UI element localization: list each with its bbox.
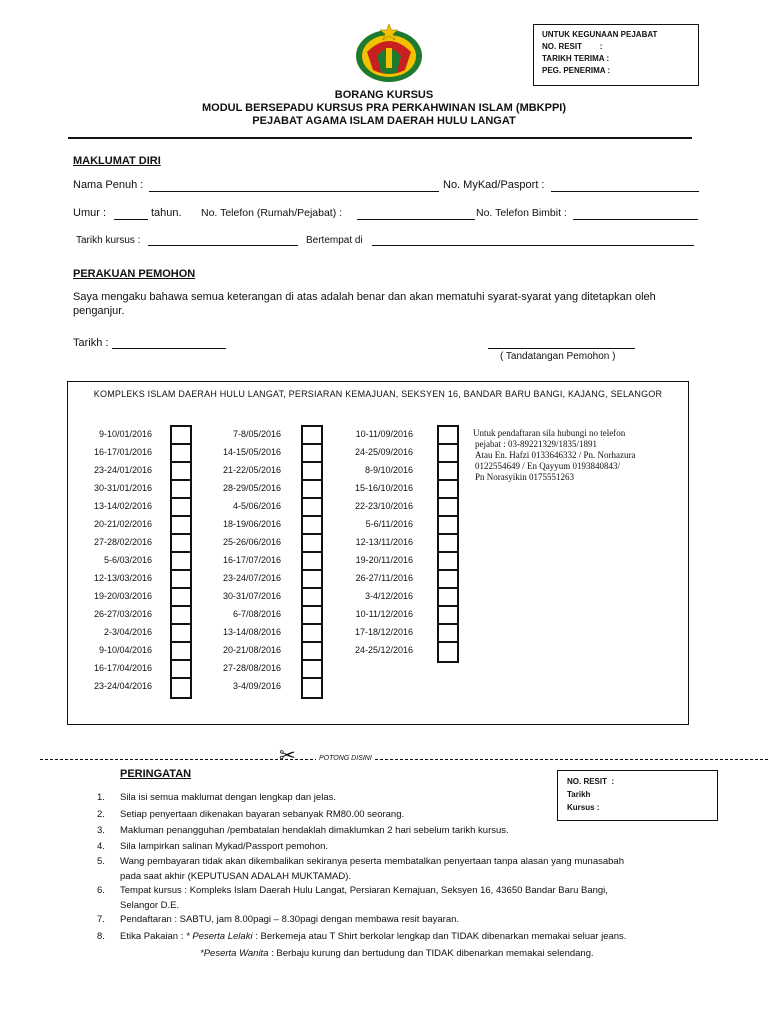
date-label: 17-18/12/2016 (354, 627, 413, 637)
rule-item-text: Pendaftaran : SABTU, jam 8.00pagi – 8.30pagi dengan membawa resit bayaran. (120, 914, 460, 925)
date-checkbox[interactable] (172, 679, 190, 697)
date-option (330, 461, 413, 479)
dates-column-3 (330, 425, 413, 659)
date-checkbox[interactable] (303, 553, 321, 571)
male-label: * Peserta Lelaki (186, 931, 253, 942)
date-checkbox[interactable] (303, 427, 321, 445)
date-label: 30-31/01/2016 (93, 483, 152, 493)
date-label: 15-16/10/2016 (354, 483, 413, 493)
reminders-heading: PERINGATAN (120, 768, 192, 780)
date-option (330, 605, 413, 623)
mobile-label: No. Telefon Bimbit : (476, 207, 567, 219)
date-checkbox[interactable] (303, 535, 321, 553)
date-label: 20-21/02/2016 (93, 519, 152, 529)
rule-item-text: Wang pembayaran tidak akan dikembalikan sekiranya peserta membatalkan penyertaan tanpa alasan yang munasabah (120, 856, 624, 867)
date-checkbox[interactable] (439, 607, 457, 625)
date-label: 3-4/12/2016 (364, 591, 413, 601)
date-label: 30-31/07/2016 (222, 591, 281, 601)
dates-column-1 (70, 425, 152, 695)
date-option (70, 515, 152, 533)
rule-number: 6. (97, 885, 105, 896)
date-checkbox[interactable] (303, 481, 321, 499)
header-divider (68, 137, 692, 139)
date-checkbox[interactable] (439, 589, 457, 607)
date-checkbox[interactable] (172, 589, 190, 607)
date-label: 23-24/07/2016 (222, 573, 281, 583)
date-option (200, 641, 281, 659)
date-option (200, 623, 281, 641)
date-label: 13-14/02/2016 (93, 501, 152, 511)
rule-item-8-female (200, 948, 594, 959)
date-checkbox[interactable] (439, 571, 457, 589)
date-option (70, 677, 152, 695)
date-checkbox[interactable] (172, 463, 190, 481)
rule-number: 2. (97, 809, 105, 820)
date-label: 21-22/05/2016 (222, 465, 281, 475)
venue-label: Bertempat di (306, 235, 363, 246)
date-checkbox[interactable] (172, 445, 190, 463)
contact-line: Atau En. Hafzi 0133646332 / Pn. Norhazura (475, 450, 636, 460)
date-checkbox[interactable] (439, 445, 457, 463)
date-checkbox[interactable] (439, 427, 457, 445)
date-checkbox[interactable] (303, 625, 321, 643)
male-text: : Berkemeja atau T Shirt berkolar lengkap dan TIDAK dibenarkan memakai seluar jeans. (255, 931, 627, 942)
date-label: 10-11/09/2016 (355, 429, 413, 439)
date-option (200, 461, 281, 479)
declaration-text: Saya mengaku bahawa semua keterangan di atas adalah benar dan akan mematuhi syarat-syarat yang ditetapkan oleh penganjur. (73, 291, 656, 317)
contact-info (473, 428, 683, 483)
date-option (200, 677, 281, 695)
date-option (70, 551, 152, 569)
rule-item-text: Setiap penyertaan dikenakan bayaran sebanyak RM80.00 seorang. (120, 809, 405, 820)
date-checkbox[interactable] (439, 643, 457, 661)
date-option (330, 443, 413, 461)
date-option (330, 425, 413, 443)
date-label: 26-27/03/2016 (93, 609, 152, 619)
office-box-title: UNTUK KEGUNAAN PEJABAT (542, 30, 658, 39)
receipt-no-label: NO. RESIT : (542, 42, 603, 51)
rule-item-text: Selangor D.E. (120, 900, 180, 911)
date-label: 19-20/03/2016 (93, 591, 152, 601)
date-option (200, 533, 281, 551)
date-label: 9-10/04/2016 (98, 645, 152, 655)
date-checkbox[interactable] (172, 535, 190, 553)
scissors-icon: ✂ (279, 745, 296, 767)
date-label: 10-11/12/2016 (355, 609, 413, 619)
date-checkbox[interactable] (439, 535, 457, 553)
date-option (330, 569, 413, 587)
age-unit: tahun. (151, 207, 182, 219)
date-option (330, 533, 413, 551)
declaration-date-field[interactable] (112, 348, 226, 349)
dates-column-2 (200, 425, 281, 695)
date-option (200, 515, 281, 533)
date-checkbox[interactable] (439, 481, 457, 499)
checkbox-column-1[interactable] (170, 425, 192, 699)
date-label: 12-13/03/2016 (93, 573, 152, 583)
date-checkbox[interactable] (439, 499, 457, 517)
receiver-label: PEG. PENERIMA : (542, 66, 611, 75)
date-checkbox[interactable] (303, 643, 321, 661)
date-option (70, 569, 152, 587)
contact-line: pejabat : 03-89221329/1835/1891 (475, 439, 597, 449)
date-checkbox[interactable] (303, 517, 321, 535)
date-label: 6-7/08/2016 (232, 609, 281, 619)
date-option (70, 533, 152, 551)
name-field[interactable] (149, 191, 439, 192)
date-label: 4-5/06/2016 (232, 501, 281, 511)
date-label: 23-24/01/2016 (93, 465, 152, 475)
rule-item-text: Sila lampirkan salinan Mykad/Passport pemohon. (120, 841, 329, 852)
date-checkbox[interactable] (303, 589, 321, 607)
form-header (0, 89, 768, 128)
date-label: 5-6/11/2016 (365, 519, 413, 529)
rule-item-text: Sila isi semua maklumat dengan lengkap dan jelas. (120, 792, 336, 803)
date-label: 26-27/11/2016 (355, 573, 413, 583)
date-label: 23-24/04/2016 (93, 681, 152, 691)
date-checkbox[interactable] (303, 445, 321, 463)
rule-item-text: pada saat akhir (KEPUTUSAN ADALAH MUKTAMAD). (120, 871, 352, 882)
date-label: 24-25/12/2016 (354, 645, 413, 655)
date-label: 27-28/08/2016 (222, 663, 281, 673)
date-option (200, 425, 281, 443)
state-crest-icon (353, 22, 425, 84)
date-label: 24-25/09/2016 (354, 447, 413, 457)
date-checkbox[interactable] (172, 553, 190, 571)
date-label: 8-9/10/2016 (364, 465, 413, 475)
date-option (70, 443, 152, 461)
date-label: 12-13/11/2016 (355, 537, 413, 547)
date-checkbox[interactable] (303, 571, 321, 589)
office-name: PEJABAT AGAMA ISLAM DAERAH HULU LANGAT (252, 115, 516, 127)
date-option (70, 587, 152, 605)
cut-label: POTONG DISINI (316, 755, 375, 762)
date-label: 9-10/01/2016 (98, 429, 152, 439)
signature-label: ( Tandatangan Pemohon ) (500, 351, 616, 362)
date-label: 7-8/05/2016 (232, 429, 281, 439)
name-label: Nama Penuh : (73, 179, 144, 191)
date-option (200, 659, 281, 677)
cut-line (40, 759, 768, 760)
rule-number: 7. (97, 914, 105, 925)
date-option (70, 497, 152, 515)
date-label: 25-26/06/2016 (222, 537, 281, 547)
mykad-label: No. MyKad/Pasport : (443, 179, 545, 191)
dress-code-label: Etika Pakaian : (120, 931, 184, 942)
date-option (70, 641, 152, 659)
date-option (200, 569, 281, 587)
date-option (200, 551, 281, 569)
date-label: 18-19/06/2016 (222, 519, 281, 529)
date-checkbox[interactable] (172, 607, 190, 625)
date-option (200, 605, 281, 623)
date-option (330, 515, 413, 533)
rule-item-text: Makluman penangguhan /pembatalan hendaklah dimaklumkan 2 hari sebelum tarikh kursus. (120, 825, 509, 836)
date-option (70, 659, 152, 677)
mobile-field[interactable] (573, 219, 698, 220)
date-checkbox[interactable] (439, 625, 457, 643)
date-option (330, 587, 413, 605)
course-date-field[interactable] (148, 245, 298, 246)
form-subtitle: MODUL BERSEPADU KURSUS PRA PERKAHWINAN ISLAM (MBKPPI) (201, 102, 567, 114)
date-label: 3-4/09/2016 (232, 681, 281, 691)
age-label: Umur : (73, 207, 106, 219)
date-checkbox[interactable] (439, 553, 457, 571)
date-option (70, 623, 152, 641)
receipt-box (557, 770, 718, 821)
date-checkbox[interactable] (172, 499, 190, 517)
female-text: : Berbaju kurung dan bertudung dan TIDAK dibenarkan memakai selendang. (271, 948, 594, 959)
phone-field[interactable] (357, 219, 475, 220)
date-checkbox[interactable] (172, 661, 190, 679)
course-date-label: Tarikh kursus : (76, 235, 141, 246)
date-label: 14-15/05/2016 (222, 447, 281, 457)
date-checkbox[interactable] (172, 625, 190, 643)
contact-line: Untuk pendaftaran sila hubungi no telefon (473, 428, 626, 438)
form-title: BORANG KURSUS (334, 89, 434, 101)
date-label: 16-17/01/2016 (93, 447, 152, 457)
date-option (70, 605, 152, 623)
date-option (330, 641, 413, 659)
receipt-date-label: TARIKH TERIMA : (542, 54, 610, 63)
date-option (70, 479, 152, 497)
date-label: 22-23/10/2016 (354, 501, 413, 511)
date-option (330, 497, 413, 515)
declaration-date-label: Tarikh : (73, 337, 109, 349)
date-checkbox[interactable] (303, 607, 321, 625)
receipt-date-label: Tarikh (567, 790, 591, 799)
rule-number: 1. (97, 792, 105, 803)
date-checkbox[interactable] (172, 481, 190, 499)
date-checkbox[interactable] (172, 571, 190, 589)
signature-field[interactable] (488, 348, 635, 349)
checkbox-column-3[interactable] (437, 425, 459, 663)
date-option (70, 461, 152, 479)
female-label: *Peserta Wanita (200, 948, 269, 959)
mykad-field[interactable] (551, 191, 699, 192)
date-label: 19-20/11/2016 (355, 555, 413, 565)
date-label: 27-28/02/2016 (93, 537, 152, 547)
rule-item-8 (120, 931, 626, 942)
personal-info-heading: MAKLUMAT DIRI (73, 155, 161, 167)
date-checkbox[interactable] (172, 517, 190, 535)
date-option (200, 443, 281, 461)
date-label: 16-17/04/2016 (93, 663, 152, 673)
rule-number: 3. (97, 825, 105, 836)
date-label: 5-6/03/2016 (103, 555, 152, 565)
date-option (330, 623, 413, 641)
date-option (330, 551, 413, 569)
date-option (330, 479, 413, 497)
contact-line: Pn Norasyikin 0175551263 (475, 472, 574, 482)
rule-number: 4. (97, 841, 105, 852)
receipt-course-label: Kursus : (567, 803, 600, 812)
venue-address: KOMPLEKS ISLAM DAERAH HULU LANGAT, PERSIARAN KEMAJUAN, SEKSYEN 16, BANDAR BARU BANGI, KAJANG, SELANGOR (93, 389, 663, 399)
venue-field[interactable] (372, 245, 694, 246)
rule-number: 5. (97, 856, 105, 867)
date-label: 28-29/05/2016 (222, 483, 281, 493)
date-checkbox[interactable] (439, 517, 457, 535)
date-label: 13-14/08/2016 (222, 627, 281, 637)
date-option (200, 587, 281, 605)
date-checkbox[interactable] (303, 463, 321, 481)
date-checkbox[interactable] (303, 499, 321, 517)
date-checkbox[interactable] (303, 661, 321, 679)
date-option (200, 497, 281, 515)
receipt-no-label: NO. RESIT : (567, 777, 615, 786)
date-checkbox[interactable] (172, 643, 190, 661)
rule-item-text: Tempat kursus : Kompleks Islam Daerah Hulu Langat, Persiaran Kemajuan, Seksyen 16, 43650 Bandar Baru Bangi, (120, 885, 608, 896)
contact-line: 0122554649 / En Qayyum 0193840843/ (475, 461, 620, 471)
age-field[interactable] (114, 219, 148, 220)
date-option (70, 425, 152, 443)
date-option (200, 479, 281, 497)
office-use-box (533, 24, 699, 86)
declaration-heading: PERAKUAN PEMOHON (73, 268, 196, 280)
date-label: 2-3/04/2016 (103, 627, 152, 637)
phone-label: No. Telefon (Rumah/Pejabat) : (201, 207, 343, 219)
date-checkbox[interactable] (303, 679, 321, 697)
rule-number: 8. (97, 931, 105, 942)
checkbox-column-2[interactable] (301, 425, 323, 699)
date-checkbox[interactable] (172, 427, 190, 445)
date-checkbox[interactable] (439, 463, 457, 481)
date-label: 20-21/08/2016 (222, 645, 281, 655)
date-label: 16-17/07/2016 (222, 555, 281, 565)
